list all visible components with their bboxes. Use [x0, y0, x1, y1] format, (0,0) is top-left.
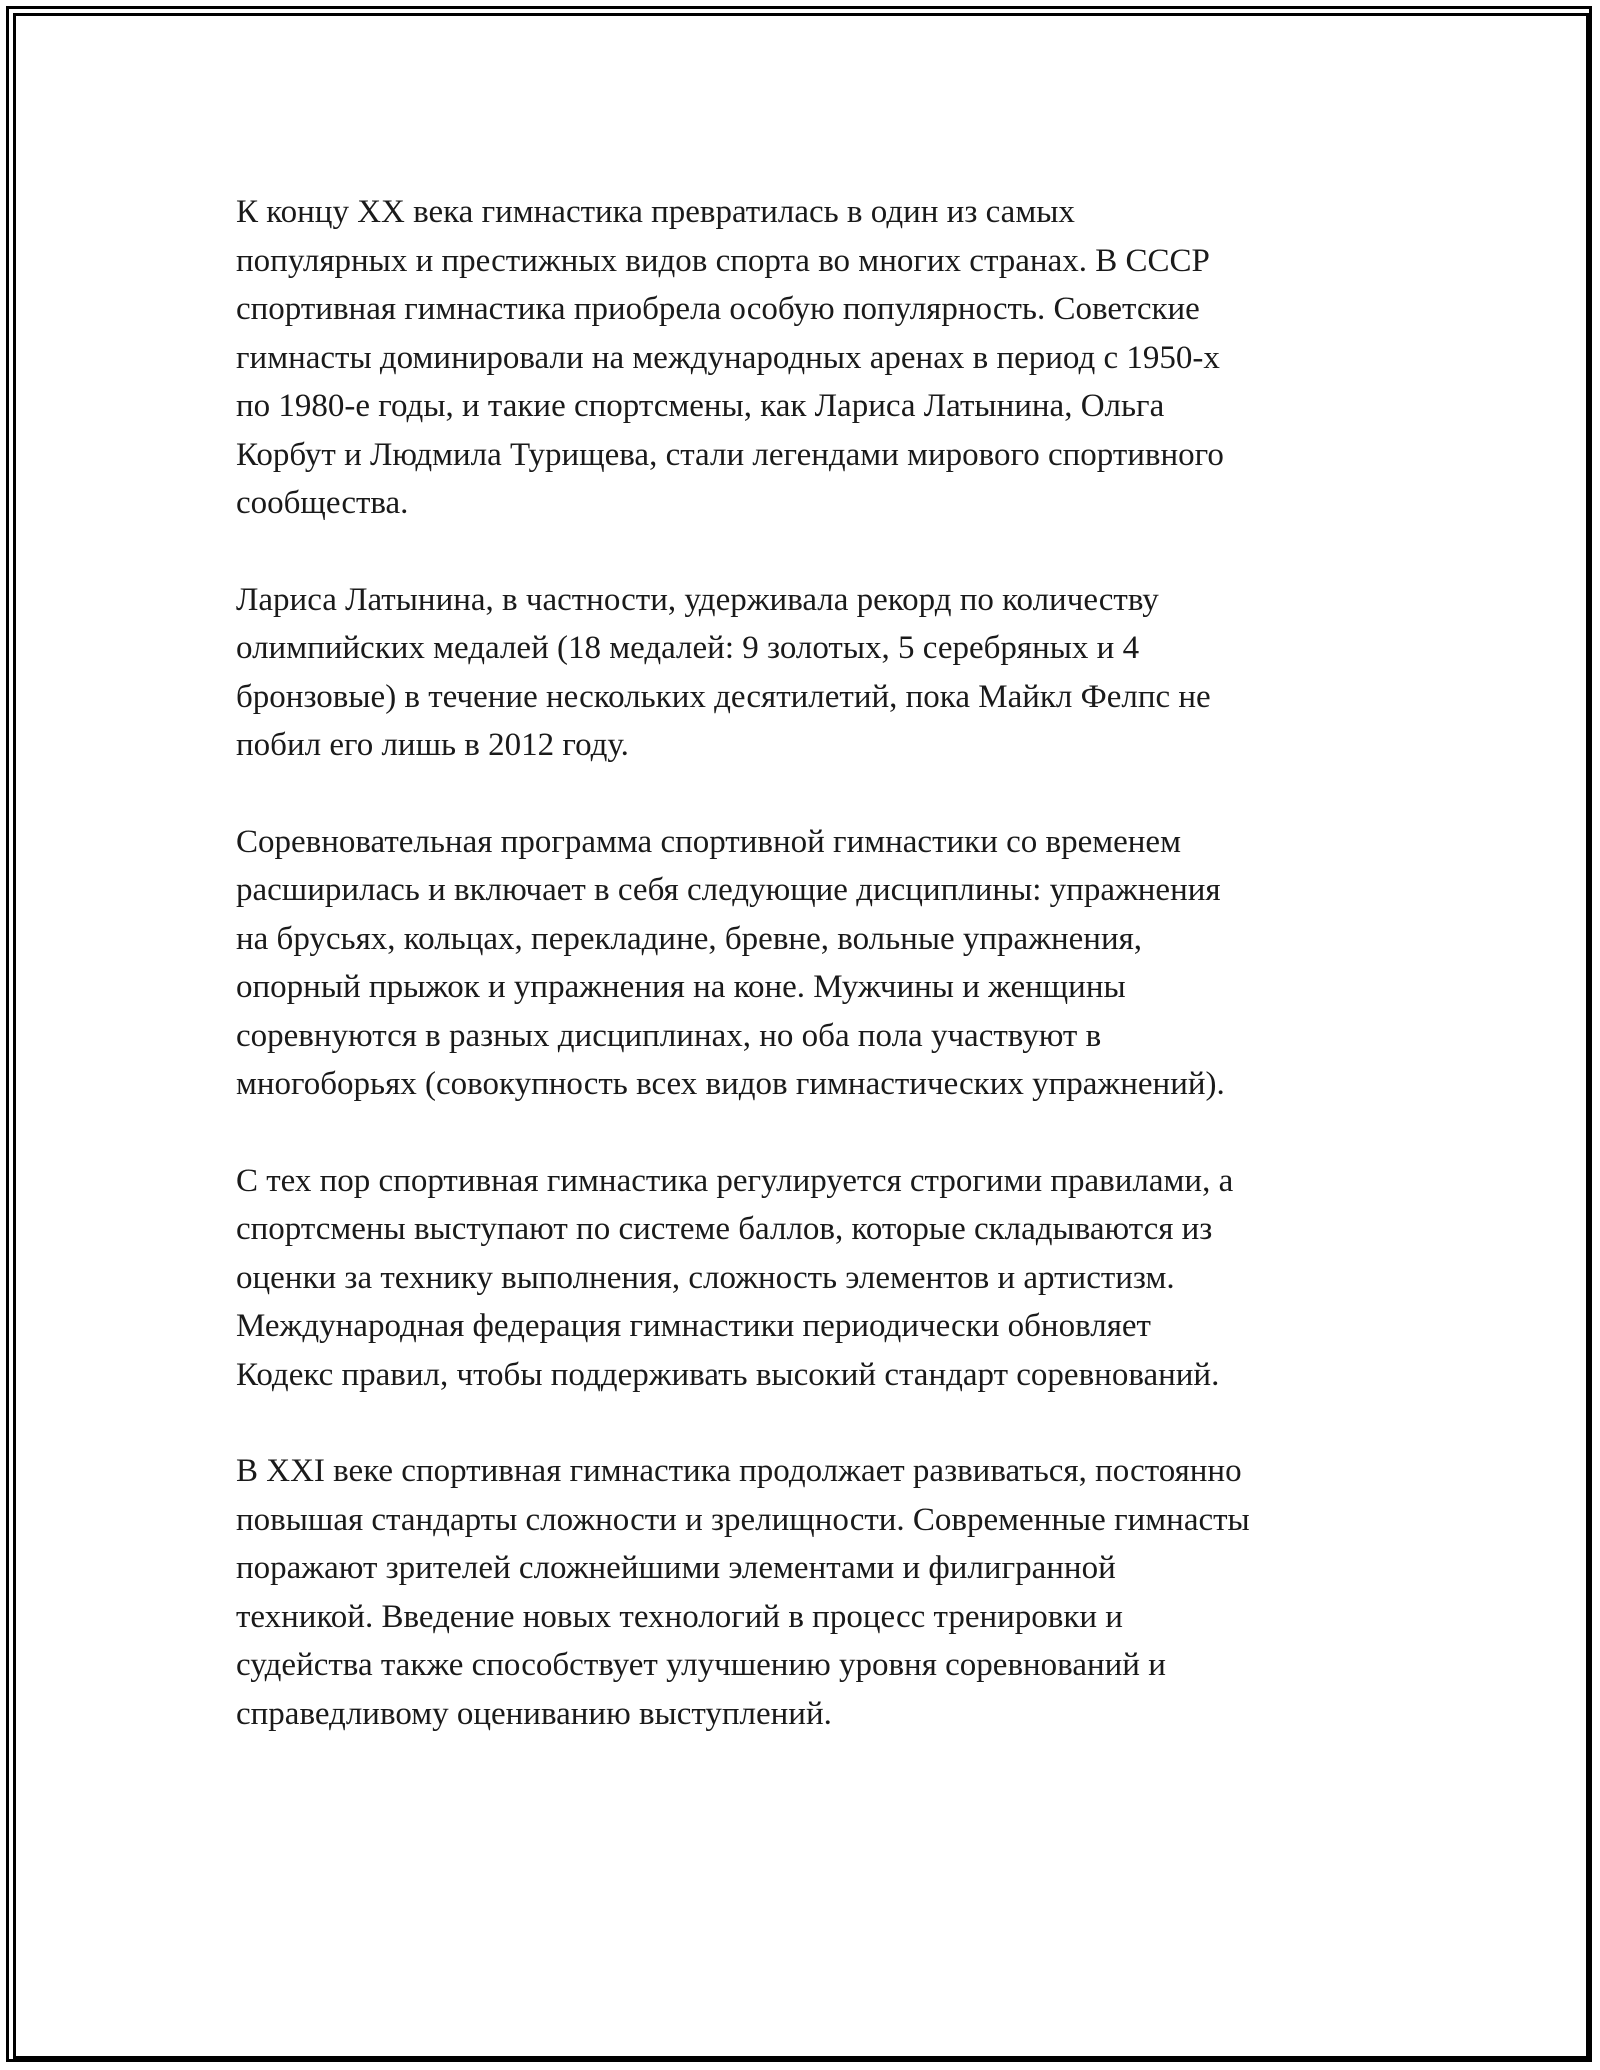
- paragraph-line: повышая стандарты сложности и зрелищности. Современные гимнасты: [236, 1501, 1250, 1538]
- paragraph-line: Корбут и Людмила Турищева, стали легендами мирового спортивного: [236, 436, 1224, 473]
- paragraph-line: К концу XX века гимнастика превратилась в один из самых: [236, 194, 1075, 230]
- paragraph-line: опорный прыжок и упражнения на коне. Мужчины и женщины: [236, 969, 1126, 1005]
- paragraph-line: справедливому оцениванию выступлений.: [236, 1695, 832, 1732]
- paragraph-2: [236, 576, 1396, 770]
- paragraph-line: расширилась и включает в себя следующие дисциплины: упражнения: [236, 872, 1221, 908]
- paragraph-line: техникой. Введение новых технологий в процесс тренировки и: [236, 1598, 1123, 1635]
- paragraph-line: Международная федерация гимнастики периодически обновляет: [236, 1308, 1151, 1344]
- paragraph-4: [236, 1157, 1396, 1400]
- paragraph-line: спортсмены выступают по системе баллов, которые складываются из: [236, 1211, 1213, 1247]
- paragraph-line: многоборьях (совокупность всех видов гимнастических упражнений).: [236, 1066, 1225, 1102]
- paragraph-line: сообщества.: [236, 485, 409, 521]
- paragraph-line: олимпийских медалей (18 медалей: 9 золотых, 5 серебряных и 4: [236, 630, 1140, 666]
- paragraph-line: В XXI веке спортивная гимнастика продолжает развиваться, постоянно: [236, 1453, 1242, 1489]
- paragraph-line: гимнасты доминировали на международных аренах в период с 1950-х: [236, 339, 1220, 376]
- paragraph-line: С тех пор спортивная гимнастика регулируется строгими правилами, а: [236, 1162, 1234, 1199]
- paragraph-line: на брусьях, кольцах, перекладине, бревне, вольные упражнения,: [236, 920, 1143, 957]
- paragraph-line: побил его лишь в 2012 году.: [236, 727, 629, 763]
- paragraph-line: оценки за технику выполнения, сложность элементов и артистизм.: [236, 1259, 1175, 1296]
- paragraph-line: соревнуются в разных дисциплинах, но оба пола участвуют в: [236, 1017, 1102, 1054]
- paragraph-line: бронзовые) в течение нескольких десятилетий, пока Майкл Фелпс не: [236, 678, 1211, 715]
- paragraph-line: Соревновательная программа спортивной гимнастики со временем: [236, 823, 1181, 860]
- paragraph-3: [236, 818, 1396, 1109]
- paragraph-line: Кодекс правил, чтобы поддерживать высокий стандарт соревнований.: [236, 1356, 1220, 1393]
- paragraph-5: [236, 1447, 1396, 1738]
- document-body: [236, 188, 1396, 1738]
- paragraph-line: популярных и престижных видов спорта во многих странах. В СССР: [236, 242, 1210, 279]
- paragraph-line: спортивная гимнастика приобрела особую популярность. Советские: [236, 291, 1200, 327]
- paragraph-line: Лариса Латынина, в частности, удерживала рекорд по количеству: [236, 581, 1159, 618]
- paragraph-1: [236, 188, 1396, 528]
- paragraph-line: поражают зрителей сложнейшими элементами и филигранной: [236, 1550, 1116, 1586]
- paragraph-line: по 1980-е годы, и такие спортсмены, как Лариса Латынина, Ольга: [236, 388, 1165, 424]
- paragraph-line: судейства также способствует улучшению уровня соревнований и: [236, 1647, 1166, 1683]
